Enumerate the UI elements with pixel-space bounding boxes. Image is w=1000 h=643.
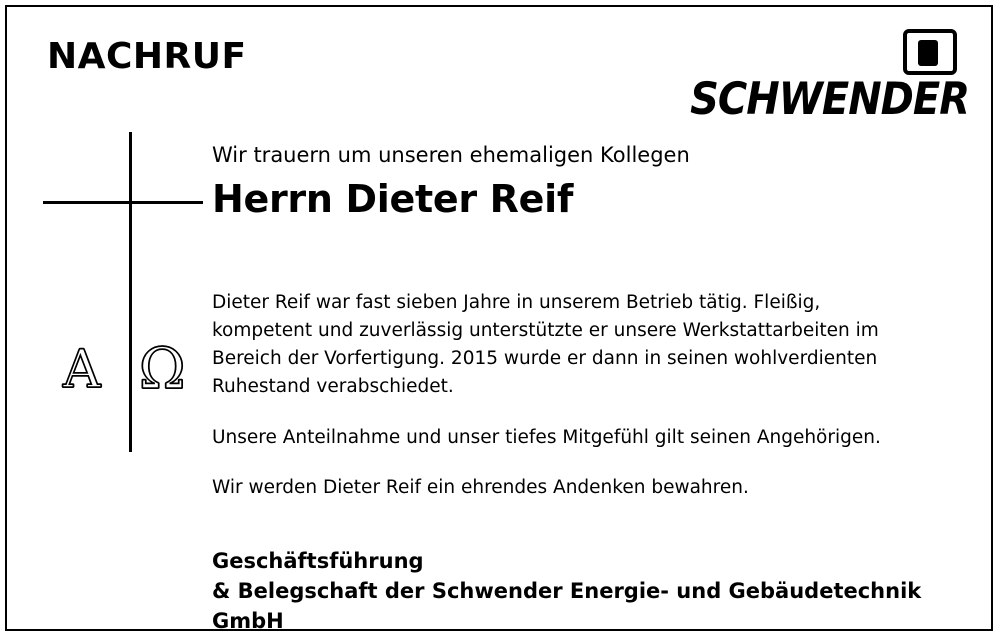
company-wordmark: SCHWENDER xyxy=(690,73,969,125)
notice-body xyxy=(212,289,922,502)
signature-block xyxy=(212,547,932,636)
schwender-logo-mark-icon xyxy=(903,29,957,75)
cross-horizontal-bar-icon xyxy=(43,201,203,204)
notice-paragraph: Wir werden Dieter Reif ein ehrendes Andenken bewahren. xyxy=(212,476,749,498)
cross-vertical-bar-icon xyxy=(129,132,132,452)
notice-paragraph: Dieter Reif war fast sieben Jahre in unserem Betrieb tätig. Fleißig, kompetent und zuverlässig unterstützte er unsere Werkstattarbeiten im Bereich der Vorfertigung. 2015 wurde er dann in seinen wohlverdienten Ruhestand verabschiedet. xyxy=(212,292,879,398)
mourning-lead-text: Wir trauern um unseren ehemaligen Kollegen xyxy=(212,143,690,167)
obituary-notice xyxy=(5,5,993,631)
alpha-letter-icon: A xyxy=(63,340,101,400)
notice-paragraph: Unsere Anteilnahme und unser tiefes Mitgefühl gilt seinen Angehörigen. xyxy=(212,426,881,448)
signature-line-management: Geschäftsführung xyxy=(212,549,424,573)
omega-letter-icon: Ω xyxy=(139,337,186,402)
deceased-name: Herrn Dieter Reif xyxy=(212,177,574,222)
page-title: NACHRUF xyxy=(47,36,247,77)
notice-content xyxy=(212,142,922,502)
cross-symbol xyxy=(43,132,203,452)
company-logo xyxy=(690,29,969,125)
signature-line-staff: & Belegschaft der Schwender Energie- und Gebäudetechnik GmbH xyxy=(212,578,922,633)
